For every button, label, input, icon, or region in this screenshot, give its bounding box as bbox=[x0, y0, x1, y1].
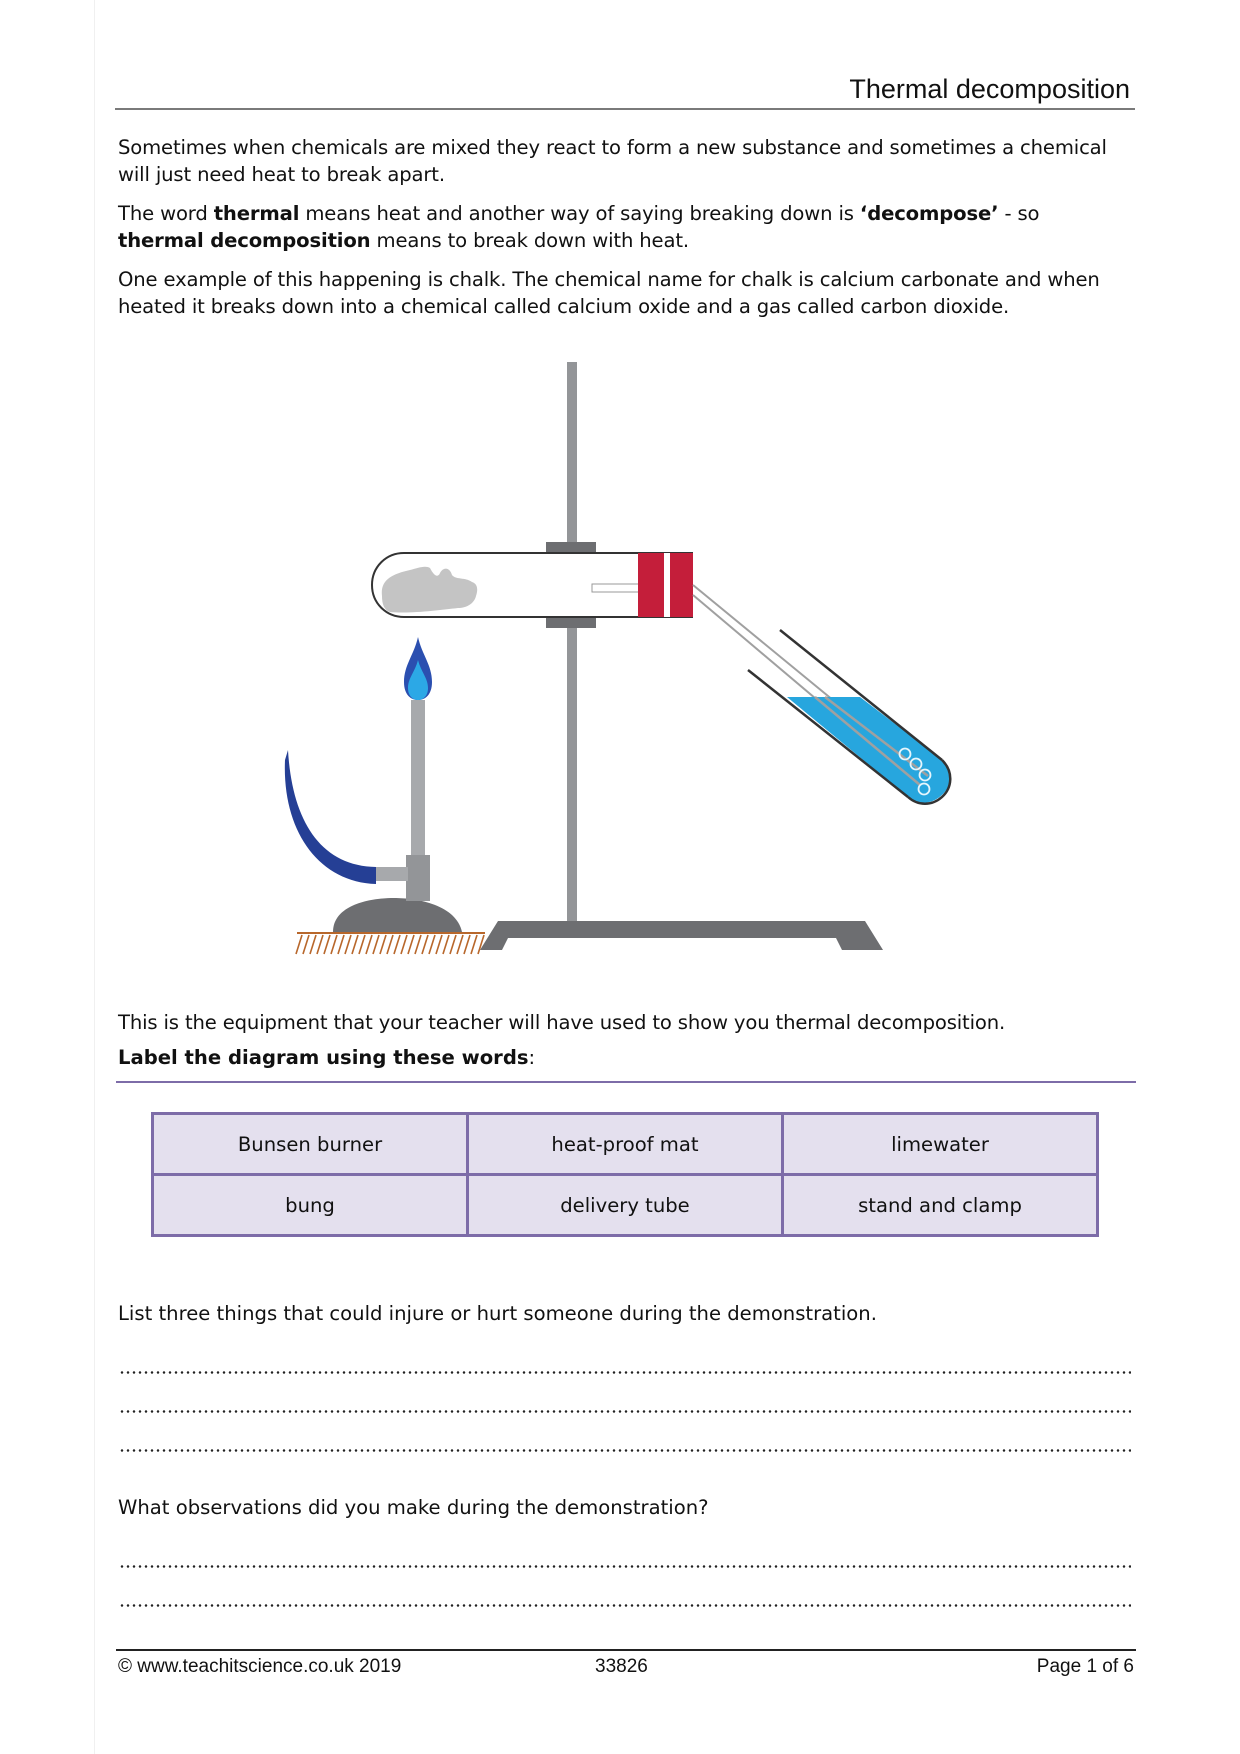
label-instruction bbox=[118, 1046, 535, 1069]
page-title: Thermal decomposition bbox=[849, 74, 1130, 104]
delivery-tube-inner bbox=[592, 584, 640, 592]
stand-base bbox=[480, 921, 883, 950]
text-run: The word bbox=[118, 202, 214, 225]
word-delivery-tube: delivery tube bbox=[468, 1175, 783, 1236]
text-run: means heat and another way of saying breaking down is bbox=[299, 202, 860, 225]
bung bbox=[638, 553, 693, 617]
word-bank-table bbox=[151, 1112, 1099, 1237]
text-run: means to break down with heat. bbox=[370, 229, 689, 252]
bold-term-thermal: thermal bbox=[213, 202, 300, 225]
bold-term-decompose: ‘decompose’ bbox=[859, 202, 999, 225]
label-instruction-colon: : bbox=[528, 1046, 536, 1069]
word-heat-proof-mat: heat-proof mat bbox=[468, 1114, 783, 1175]
footer-doc-id: 33826 bbox=[595, 1656, 648, 1677]
header-divider bbox=[115, 108, 1135, 110]
burner-base bbox=[333, 898, 462, 932]
text-run: - so bbox=[998, 202, 1040, 225]
burner-gas-inlet bbox=[376, 867, 408, 881]
label-instruction-text: Label the diagram using these words bbox=[118, 1046, 529, 1069]
page-edge bbox=[94, 0, 95, 1754]
question-observations: What observations did you make during the demonstration? bbox=[118, 1496, 709, 1519]
intro-paragraph-2 bbox=[118, 200, 1128, 254]
limewater bbox=[787, 697, 950, 803]
bold-term-thermal-decomposition: thermal decomposition bbox=[118, 229, 371, 252]
clamp-bottom bbox=[546, 617, 596, 628]
heat-proof-mat bbox=[296, 933, 485, 954]
clamp-top bbox=[546, 542, 596, 553]
section-divider bbox=[116, 1081, 1136, 1083]
answer-line-observation-2[interactable] bbox=[119, 1604, 1131, 1607]
question-hazards: List three things that could injure or hurt someone during the demonstration. bbox=[118, 1302, 877, 1325]
equipment-description: This is the equipment that your teacher will have used to show you thermal decomposition. bbox=[118, 1011, 1006, 1034]
word-bunsen-burner: Bunsen burner bbox=[153, 1114, 468, 1175]
footer-copyright: © www.teachitscience.co.uk 2019 bbox=[118, 1656, 402, 1677]
footer-page-number: Page 1 of 6 bbox=[1036, 1656, 1134, 1677]
word-stand-and-clamp: stand and clamp bbox=[783, 1175, 1098, 1236]
answer-line-observation-1[interactable] bbox=[119, 1565, 1131, 1568]
answer-line-hazard-1[interactable] bbox=[119, 1371, 1131, 1374]
word-bank-row bbox=[153, 1175, 1098, 1236]
gas-hose bbox=[285, 750, 376, 884]
footer-divider bbox=[116, 1649, 1136, 1651]
word-bung: bung bbox=[153, 1175, 468, 1236]
intro-paragraph-1: Sometimes when chemicals are mixed they react to form a new substance and sometimes a chemical will just need heat to break apart. bbox=[118, 136, 1107, 186]
burner-collar bbox=[406, 855, 430, 901]
stand-rod bbox=[567, 362, 577, 930]
intro-paragraph-3: One example of this happening is chalk. The chemical name for chalk is calcium carbonate and when heated it breaks down into a chemical called calcium oxide and a gas called carbon dioxide. bbox=[118, 268, 1100, 318]
word-bank-row bbox=[153, 1114, 1098, 1175]
word-limewater: limewater bbox=[783, 1114, 1098, 1175]
answer-line-hazard-2[interactable] bbox=[119, 1410, 1131, 1413]
answer-line-hazard-3[interactable] bbox=[119, 1449, 1131, 1452]
